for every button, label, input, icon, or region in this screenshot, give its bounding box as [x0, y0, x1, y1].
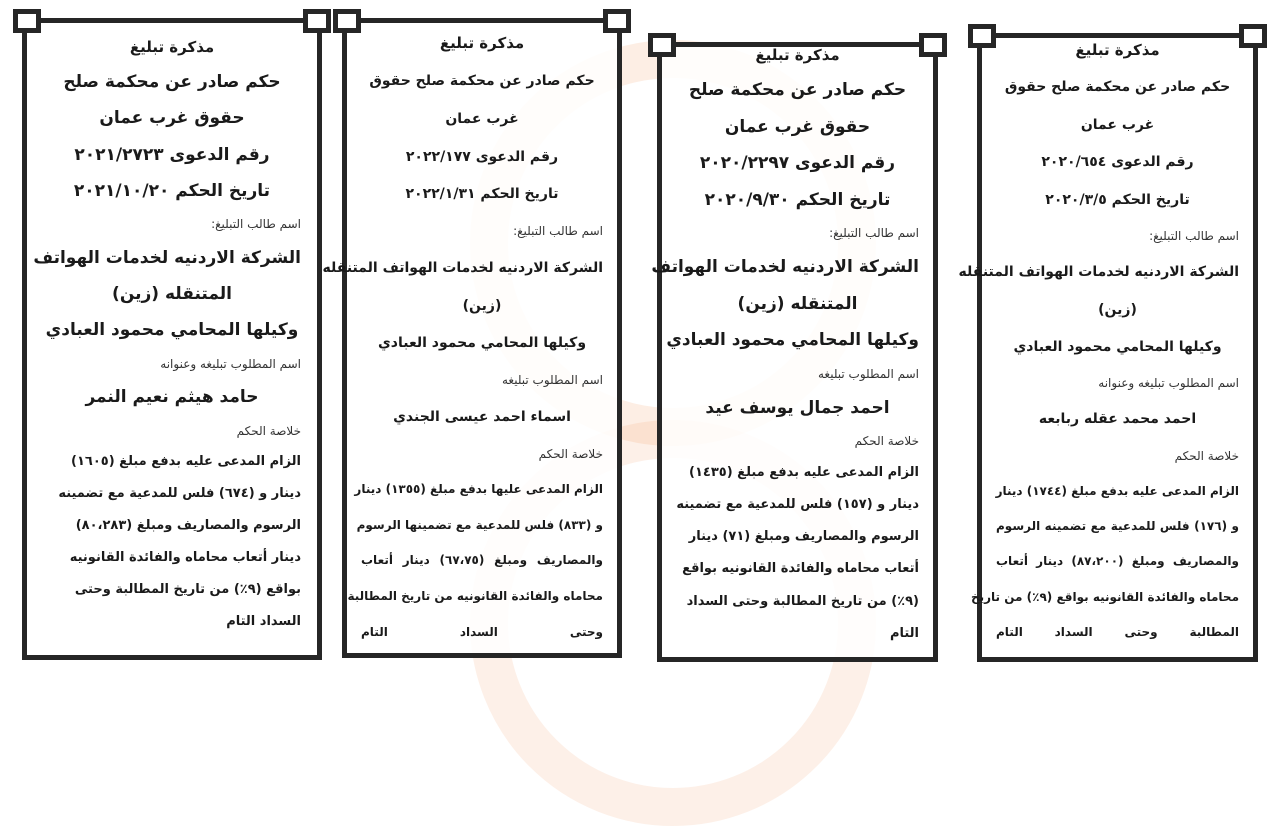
summary-line: و (١٧٦) فلس للمدعية مع تضمينه الرسوم	[996, 519, 1240, 534]
notification-notice	[22, 18, 322, 660]
requester-name: الشركة الاردنيه لخدمات الهواتف	[651, 257, 919, 278]
court-line: حقوق غرب عمان	[724, 116, 871, 137]
respondent-name: احمد جمال يوسف عيد	[705, 397, 890, 418]
requester-name: الشركة الاردنيه لخدمات الهواتف المتنقله	[322, 259, 603, 276]
summary-label: خلاصة الحكم	[854, 434, 919, 449]
court-line: حكم صادر عن محكمة صلح	[63, 72, 281, 93]
summary-line: الزام المدعى عليه بدفع مبلغ (١٤٣٥)	[689, 465, 919, 481]
court-line: حقوق غرب عمان	[99, 108, 245, 129]
requester-label: اسم طالب التبليغ:	[829, 226, 919, 241]
court-line: غرب عمان	[445, 110, 519, 127]
lawyer-name: وكيلها المحامي محمود العبادي	[666, 330, 919, 351]
requester-name: الشركة الاردنيه لخدمات الهواتف	[33, 247, 301, 268]
summary-label: خلاصة الحكم	[538, 446, 603, 461]
respondent-label: اسم المطلوب تبليغه وعنوانه	[160, 356, 301, 371]
respondent-name: احمد محمد عقله ربابعه	[1038, 411, 1197, 428]
summary-line: أتعاب محاماه والفائدة القانونيه بواقع	[682, 561, 919, 577]
notice-title: مذكرة تبليغ	[755, 46, 840, 64]
requester-label: اسم طالب التبليغ:	[513, 224, 603, 239]
summary-line: الرسوم والمصاريف ومبلغ (٨٠،٢٨٣)	[75, 518, 301, 534]
notification-notice	[322, 18, 622, 658]
respondent-name: حامد هيثم نعيم النمر	[85, 387, 259, 408]
notice-title: مذكرة تبليغ	[1075, 41, 1160, 59]
case-number: رقم الدعوى ٢٠٢١/٢٧٢٣	[74, 144, 270, 165]
notice-title: مذكرة تبليغ	[439, 34, 525, 52]
judgment-date: تاريخ الحكم ٢٠٢٠/٩/٣٠	[704, 189, 891, 210]
summary-line: دينار أتعاب محاماه والفائدة القانونيه	[69, 549, 301, 565]
requester-name: الشركة الاردنيه لخدمات الهواتف المتنقله	[958, 264, 1239, 281]
summary-line: الزام المدعى عليه بدفع مبلغ (١٦٠٥)	[71, 454, 301, 470]
lawyer-name: وكيلها المحامي محمود العبادي	[1013, 338, 1222, 355]
respondent-label: اسم المطلوب تبليغه	[501, 373, 603, 388]
summary-label: خلاصة الحكم	[1174, 448, 1239, 463]
summary-label: خلاصة الحكم	[236, 423, 301, 438]
summary-line: محاماه والفائدة القانونيه من تاريخ المطالبة	[347, 589, 603, 604]
summary-line: الزام المدعى عليه بدفع مبلغ (١٧٤٤) دينار	[995, 484, 1239, 498]
court-line: حكم صادر عن محكمة صلح	[688, 80, 907, 101]
judgment-date: تاريخ الحكم ٢٠٢٢/١/٣١	[405, 186, 559, 203]
respondent-name: اسماء احمد عيسى الجندي	[393, 408, 571, 425]
summary-line: وحتى السداد التام	[361, 624, 603, 639]
judgment-date: تاريخ الحكم ٢٠٢٠/٣/٥	[1045, 191, 1190, 208]
summary-line: التام	[889, 625, 919, 641]
notification-notice	[958, 33, 1258, 662]
case-number: رقم الدعوى ٢٠٢٠/٦٥٤	[1041, 154, 1194, 171]
summary-line: دينار و (١٥٧) فلس للمدعية مع تضمينه	[676, 497, 919, 513]
case-number: رقم الدعوى ٢٠٢٢/١٧٧	[405, 148, 559, 165]
summary-line: السداد التام	[226, 613, 301, 629]
court-line: غرب عمان	[1080, 116, 1155, 133]
court-line: حكم صادر عن محكمة صلح حقوق	[369, 72, 595, 89]
summary-line: بواقع (٩٪) من تاريخ المطالبة وحتى	[74, 581, 301, 597]
requester-name: (زين)	[462, 297, 502, 314]
respondent-label: اسم المطلوب تبليغه	[817, 366, 919, 381]
court-line: حكم صادر عن محكمة صلح حقوق	[1004, 79, 1231, 96]
lawyer-name: وكيلها المحامي محمود العبادي	[45, 320, 299, 341]
judgment-date: تاريخ الحكم ٢٠٢١/١٠/٢٠	[73, 180, 271, 201]
summary-line: و (٨٣٣) فلس للمدعية مع تضمينها الرسوم	[356, 517, 603, 532]
notification-notice	[651, 42, 938, 662]
summary-line: الزام المدعى عليها بدفع مبلغ (١٣٥٥) دينار	[354, 482, 603, 497]
summary-line: الرسوم والمصاريف ومبلغ (٧١) دينار	[688, 529, 919, 545]
requester-label: اسم طالب التبليغ:	[1149, 228, 1239, 243]
requester-name: المتنقله (زين)	[112, 284, 232, 305]
case-number: رقم الدعوى ٢٠٢٠/٢٢٩٧	[699, 153, 896, 174]
requester-label: اسم طالب التبليغ:	[211, 217, 301, 232]
lawyer-name: وكيلها المحامي محمود العبادي	[377, 335, 587, 352]
requester-name: (زين)	[1098, 301, 1137, 318]
summary-line: والمصاريف ومبلغ (٦٧،٧٥) دينار أتعاب	[361, 553, 603, 568]
respondent-label: اسم المطلوب تبليغه وعنوانه	[1098, 376, 1239, 391]
summary-line: محاماه والفائدة القانونيه بواقع (٩٪) من تاريخ	[970, 589, 1239, 604]
requester-name: المتنقله (زين)	[737, 293, 858, 314]
summary-line: دينار و (٦٧٤) فلس للمدعية مع تضمينه	[58, 486, 301, 502]
notice-title: مذكرة تبليغ	[129, 38, 215, 56]
summary-line: (٩٪) من تاريخ المطالبة وحتى السداد	[686, 593, 919, 609]
summary-line: المطالبة وحتى السداد التام	[996, 624, 1239, 639]
summary-line: والمصاريف ومبلغ (٨٧،٢٠٠) دينار أتعاب	[996, 554, 1239, 569]
